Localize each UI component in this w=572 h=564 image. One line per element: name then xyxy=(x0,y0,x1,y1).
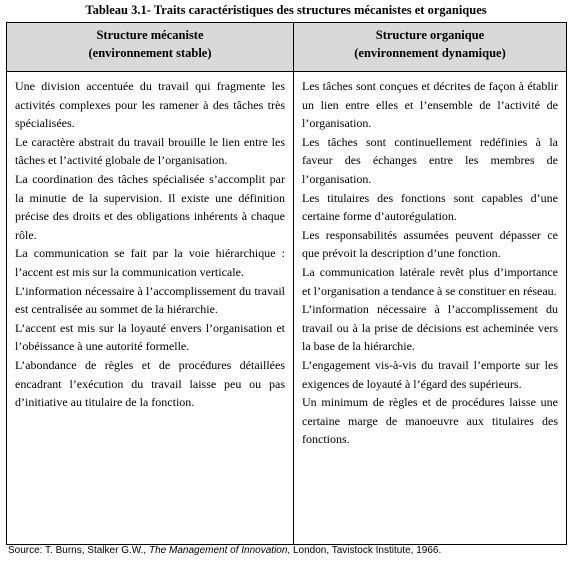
organic-item: Un minimum de règles et de procédures laisse une certaine marge de manoeuvre aux titulaires des fonctions. xyxy=(302,395,558,447)
header-mechanistic-subtitle: (environnement stable) xyxy=(88,46,212,60)
header-organic xyxy=(294,23,567,72)
mechanistic-column xyxy=(7,72,294,545)
mechanistic-item: La communication se fait par la voie hiérarchique : l’accent est mis sur la communication verticale. xyxy=(15,246,285,279)
source-prefix: Source: T. Burns, Stalker G.W., xyxy=(8,545,149,556)
organic-item: Les tâches sont conçues et décrites de façon à établir un lien entre elles et l’ensemble de l’activité de l’organisation. xyxy=(302,79,558,131)
organic-column xyxy=(294,72,567,545)
organic-item: La communication latérale revêt plus d’importance et l’organisation a tendance à se constituer en réseau. xyxy=(302,264,558,298)
body-row xyxy=(7,72,567,545)
header-organic-title: Structure organique xyxy=(375,28,485,42)
mechanistic-item: Le caractère abstrait du travail brouille le lien entre les tâches et l’activité globale de l’organisation. xyxy=(15,134,285,168)
mechanistic-item: L’abondance de règles et de procédures détaillées encadrant l’exécution du travail laisse peu ou pas d’initiative au titulaire de la fonction. xyxy=(15,357,285,410)
header-organic-subtitle: (environnement dynamique) xyxy=(354,46,506,60)
header-row xyxy=(7,23,567,72)
organic-item: L’information nécessaire à l’accomplissement du travail ou à la prise de décisions est acheminée vers la base de la hiérarchie. xyxy=(302,302,558,354)
source-citation xyxy=(8,544,441,558)
comparison-table xyxy=(6,22,567,545)
source-book-title: The Management of Innovation xyxy=(148,545,288,556)
source-suffix: , London, Tavistock Institute, 1966. xyxy=(287,545,442,556)
mechanistic-item: L’accent est mis sur la loyauté envers l’organisation et l’obéissance à une autorité formelle. xyxy=(15,320,285,354)
organic-item: Les tâches sont continuellement redéfinies à la faveur des échanges entre les membres de l’organisation. xyxy=(302,134,558,186)
header-mechanistic-title: Structure mécaniste xyxy=(96,28,204,42)
mechanistic-item: L’information nécessaire à l’accomplissement du travail est centralisée au sommet de la hiérarchie. xyxy=(15,283,285,317)
header-mechanistic xyxy=(7,23,294,72)
organic-item: Les titulaires des fonctions sont capables d’une certaine forme d’autorégulation. xyxy=(302,190,558,224)
table-title: Tableau 3.1- Traits caractéristiques des structures mécanistes et organiques xyxy=(85,3,487,17)
organic-item: Les responsabilités assumées peuvent dépasser ce que prévoit la description d’une fonction. xyxy=(302,227,558,261)
mechanistic-item: Une division accentuée du travail qui fragmente les activités complexes pour les ramener à des tâches très spécialisées. xyxy=(15,79,285,131)
organic-item: L’engagement vis-à-vis du travail l’emporte sur les exigences de loyauté à l’égard des supérieurs. xyxy=(302,357,558,391)
mechanistic-item: La coordination des tâches spécialisée s’accomplit par la minutie de la supervision. Il existe une définition précise des droits et des obligations inhérents à chaque rôle. xyxy=(15,171,285,242)
